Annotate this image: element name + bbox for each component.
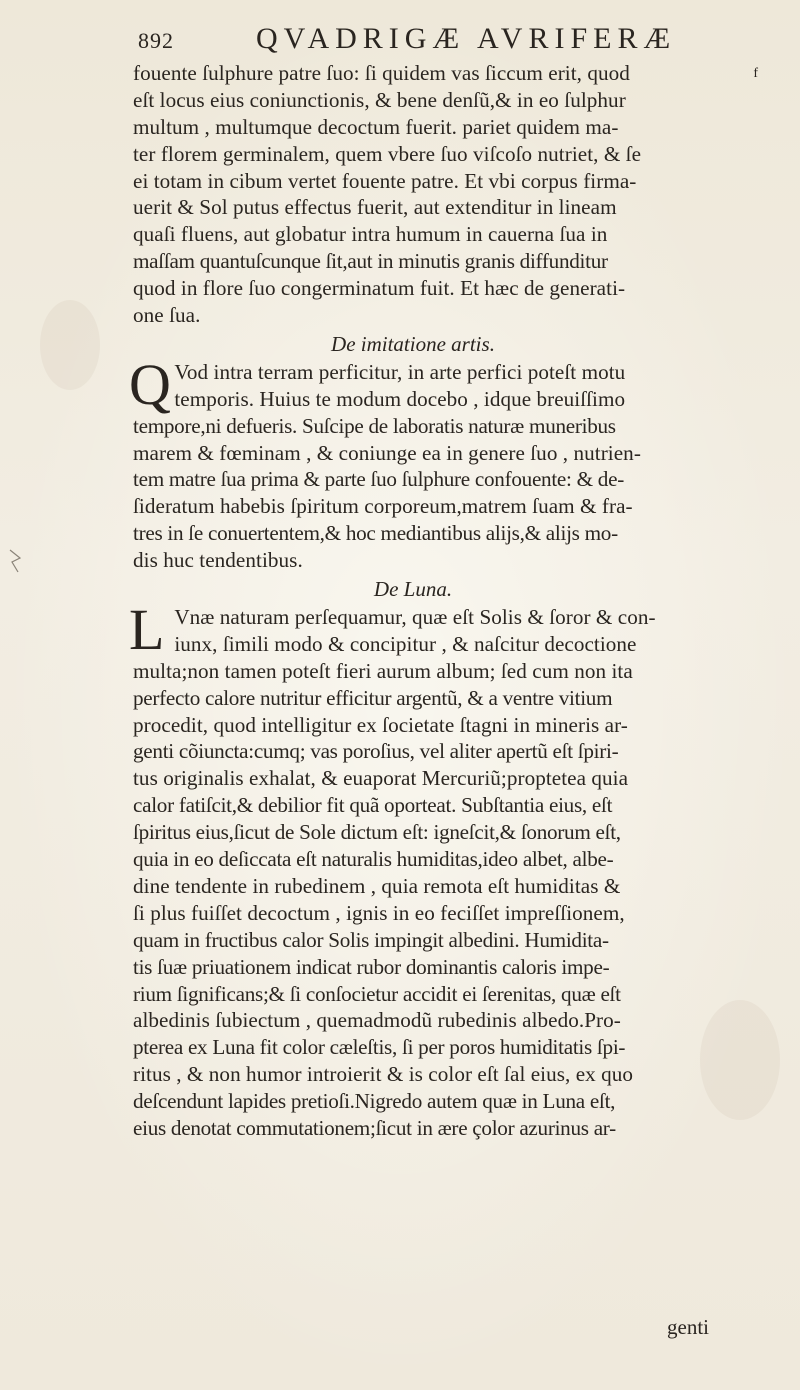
text-line: perfecto calore nutritur efficitur argentũ, & a ventre vitium (133, 685, 613, 710)
text-line: temporis. Huius te modum docebo , idque breuiſſimo (174, 386, 626, 411)
corner-mark: f (753, 66, 758, 81)
text-line: genti cõiuncta:cumq; vas poroſius, vel aliter apertũ eſt ſpiri- (133, 739, 619, 764)
text-line: albedinis ſubiectum , quemadmodũ rubedinis albedo.Pro- (133, 1008, 621, 1033)
running-title: QVADRIGÆ AVRIFERÆ (256, 22, 677, 55)
text-line: maſſam quantuſcunque ſit,aut in minutis granis diffunditur (133, 249, 608, 274)
text-line: tem matre ſua prima & parte ſuo ſulphure confouente: & de- (133, 467, 624, 492)
text-line: tis ſuæ priuationem indicat rubor dominantis caloris impe- (133, 954, 610, 979)
text-line: pterea ex Luna fit color cæleſtis, ſi per poros humiditatis ſpi- (133, 1035, 626, 1060)
text-line: marem & fœminam , & coniunge ea in genere ſuo , nutrien- (133, 440, 641, 465)
text-line: quia in eo deſiccata eſt naturalis humiditas,ideo albet, albe- (133, 847, 614, 872)
page-number: 892 (138, 28, 174, 53)
text-line: dis huc tendentibus. (133, 548, 303, 573)
paper-stain (40, 300, 100, 390)
text-line: deſcendunt lapides pretioſi.Nigredo autem quæ in Luna eſt, (133, 1089, 616, 1114)
text-line: multum , multumque decoctum fuerit. pariet quidem ma- (133, 114, 619, 139)
text-line: fouente ſulphure patre ſuo: ſi quidem vas ſiccum erit, quod (133, 61, 630, 85)
paragraph-imitation (129, 351, 793, 574)
text-line: uerit & Sol putus effectus fuerit, aut extenditur in lineam (133, 195, 617, 220)
text-line: quaſi fluens, aut globatur intra humum in cauerna ſua in (133, 222, 608, 247)
text-line: Vod intra terram perficitur, in arte perfici poteſt motu (174, 359, 626, 384)
text-line: ritus , & non humor introierit & is color eſt ſal eius, ex quo (133, 1062, 634, 1087)
main-text (129, 60, 793, 1142)
text-line: multa;non tamen poteſt fieri aurum album; ſed cum non ita (133, 658, 633, 683)
drop-cap: L (129, 597, 165, 663)
text-line: iunx, ſimili modo & concipitur , & naſcitur decoctione (174, 631, 637, 656)
text-line: quod in flore ſuo congerminatum fuit. Et hæc de generati- (133, 276, 626, 301)
text-line: ter florem germinalem, quem vbere ſuo viſcoſo nutriet, & ſe (133, 141, 642, 166)
margin-pencil-mark (8, 548, 22, 574)
text-line: procedit, quod intelligitur ex ſocietate ſtagni in mineris ar- (133, 712, 628, 737)
text-line: tus originalis exhalat, & euaporat Mercuriũ;proptetea quia (133, 766, 629, 791)
text-line: eſt locus eius coniunctionis, & bene denſũ,& in eo ſulphur (133, 87, 626, 112)
section-heading-luna: De Luna. (373, 577, 453, 602)
text-line: ſideratum habebis ſpiritum corporeum,matrem ſuam & fra- (133, 494, 633, 519)
text-line: eius denotat commutationem;ſicut in ære çolor azurinus ar- (133, 1115, 616, 1140)
text-line: tres in ſe conuertentem,& hoc mediantibus alijs,& alijs mo- (133, 521, 618, 546)
text-line: dine tendente in rubedinem , quia remota eſt humiditas & (133, 873, 621, 898)
text-line: calor fatiſcit,& debilior fit quã oporteat. Subſtantia eius, eſt (133, 793, 613, 818)
paragraph-luna (129, 597, 793, 1142)
text-line: ei totam in cibum vertet fouente patre. Et vbi corpus firma- (133, 168, 637, 193)
text-line: ſi plus fuiſſet decoctum , ignis in eo feciſſet impreſſionem, (133, 900, 625, 925)
paragraph-generation (133, 60, 793, 329)
drop-cap: Q (129, 351, 171, 417)
catchword: genti (667, 1315, 709, 1339)
text-line: rium ſignificans;& ſi conſocietur accidit ei ſerenitas, quæ eſt (133, 981, 621, 1006)
text-line: quam in fructibus calor Solis impingit albedini. Humidita- (133, 927, 609, 952)
text-line: tempore,ni defueris. Suſcipe de laboratis naturæ muneribus (133, 413, 616, 438)
text-line: Vnæ naturam perſequamur, quæ eſt Solis & ſoror & con- (174, 605, 656, 630)
text-line: ſpiritus eius,ſicut de Sole dictum eſt: igneſcit,& ſonorum eſt, (133, 820, 621, 845)
text-line: one ſua. (133, 303, 201, 328)
section-heading-imitation: De imitatione artis. (331, 331, 495, 356)
